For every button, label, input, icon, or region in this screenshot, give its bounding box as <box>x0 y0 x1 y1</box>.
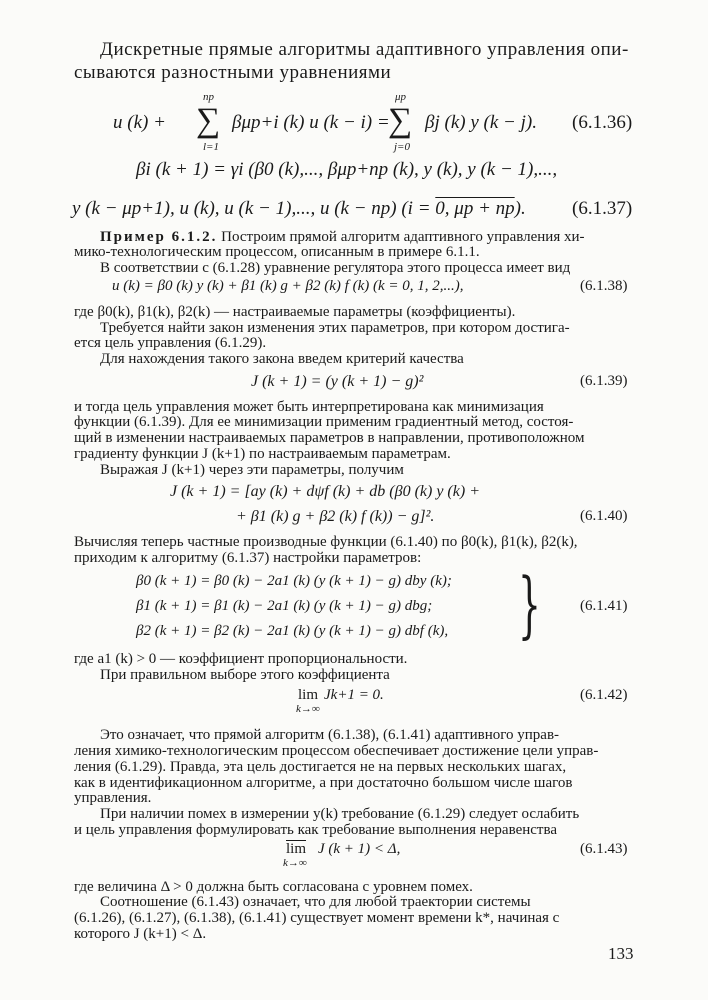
para5-line-2: ления химико-технологическим процессом обеспечивает достижение цели управ- <box>74 743 599 759</box>
page-number: 133 <box>608 944 634 963</box>
eq40-number: (6.1.40) <box>580 508 628 524</box>
eq43-number: (6.1.43) <box>580 841 628 857</box>
para5-line-4: как в идентификационном алгоритме, а при достаточно большом числе шагов <box>74 775 573 791</box>
eq43-text: J (k + 1) < Δ, <box>318 841 401 857</box>
para1-line-3: ется цель управления (6.1.29). <box>74 335 267 351</box>
eq36-sum2-top: μр <box>395 91 407 103</box>
para5-line-7: и цель управления формулировать как требование выполнения неравенства <box>74 822 558 838</box>
intro-line-1: Дискретные прямые алгоритмы адаптивного управления опи- <box>100 39 629 60</box>
para1-line-1: где β0(k), β1(k), β2(k) — настраиваемые параметры (коэффициенты). <box>74 304 516 320</box>
para5-line-3: ления (6.1.29). Правда, эта цель достигается не на первых нескольких шагах, <box>74 759 567 775</box>
para6-line-1: где величина Δ > 0 должна быть согласована с уровнем помех. <box>74 879 473 895</box>
eq43-sub: k→∞ <box>283 857 307 869</box>
para5-line-6: При наличии помех в измерении y(k) требование (6.1.29) следует ослабить <box>100 806 580 822</box>
eq43-lim: $\overline{lim}$ <box>286 841 307 857</box>
para3-line-2: приходим к алгоритму (6.1.37) настройки параметров: <box>74 550 422 566</box>
para6-line-2: Соотношение (6.1.43) означает, что для любой траектории системы <box>100 894 531 910</box>
eq40-line-2: + β1 (k) g + β2 (k) f (k)) − g]². <box>236 508 435 525</box>
eq42-number: (6.1.42) <box>580 687 628 703</box>
example-line-2: мико-технологическим процессом, описанным в примере 6.1.1. <box>74 244 480 260</box>
eq42-text: Jk+1 = 0. <box>324 687 384 703</box>
eq36-sum1-top: nр <box>203 91 214 103</box>
para6-line-3: (6.1.26), (6.1.27), (6.1.38), (6.1.41) существует момент времени k*, начиная с <box>74 910 560 926</box>
eq38-text: u (k) = β0 (k) y (k) + β1 (k) g + β2 (k) f (k) (k = 0, 1, 2,...), <box>112 278 464 294</box>
eq37-line-2: y (k − μр+1), u (k), u (k − 1),..., u (k − nр) (i = 0, μр + nр). <box>72 198 526 219</box>
para6-line-4: которого J (k+1) < Δ. <box>74 926 207 942</box>
eq36-rhs: βj (k) y (k − j). <box>425 112 537 133</box>
para5-line-1: Это означает, что прямой алгоритм (6.1.38), (6.1.41) адаптивного управ- <box>100 727 560 743</box>
eq36-sum1-bottom: l=1 <box>203 141 219 153</box>
para1-line-4: Для нахождения такого закона введем критерий качества <box>100 351 464 367</box>
right-brace: } <box>518 562 541 646</box>
para4-line-1: где a1 (k) > 0 — коэффициент пропорциональности. <box>74 651 408 667</box>
sum-symbol-1: ∑ <box>196 102 221 139</box>
eq41-number: (6.1.41) <box>580 598 628 614</box>
eq42-lim: lim <box>298 687 319 703</box>
para3-line-1: Вычисляя теперь частные производные функции (6.1.40) по β0(k), β1(k), β2(k), <box>74 534 578 550</box>
eq41-line-3: β2 (k + 1) = β2 (k) − 2a1 (k) (y (k + 1) − g) dbf (k), <box>136 623 449 639</box>
eq37-line-1: βi (k + 1) = γi (β0 (k),..., βμр+nр (k), y (k), y (k − 1),..., <box>136 159 558 180</box>
example-line-3: В соответствии с (6.1.28) уравнение регулятора этого процесса имеет вид <box>100 260 571 276</box>
para2-line-1: и тогда цель управления может быть интерпретирована как минимизация <box>74 399 544 415</box>
eq37-number: (6.1.37) <box>572 198 633 219</box>
eq36-mid: βμр+i (k) u (k − i) = <box>232 112 390 133</box>
eq36-lhs: u (k) + <box>113 112 166 133</box>
eq41-line-1: β0 (k + 1) = β0 (k) − 2a1 (k) (y (k + 1) − g) dby (k); <box>136 573 452 589</box>
intro-line-2: сываются разностными уравнениями <box>74 62 392 83</box>
sum-symbol-2: ∑ <box>388 102 413 139</box>
para2-line-4: градиенту функции J (k+1) по настраиваемым параметрам. <box>74 446 451 462</box>
eq41-line-2: β1 (k + 1) = β1 (k) − 2a1 (k) (y (k + 1) − g) dbg; <box>136 598 433 614</box>
para2-line-3: щий в изменении настраиваемых параметров в направлении, противоположном <box>74 430 585 446</box>
para2-line-5: Выражая J (k+1) через эти параметры, получим <box>100 462 404 478</box>
eq36-sum2-bottom: j=0 <box>394 141 410 153</box>
para1-line-2: Требуется найти закон изменения этих параметров, при котором достига- <box>100 320 570 336</box>
eq42-sub: k→∞ <box>296 703 320 715</box>
para5-line-5: управления. <box>74 790 152 806</box>
eq36-number: (6.1.36) <box>572 112 633 133</box>
para2-line-2: функции (6.1.39). Для ее минимизации применим градиентный метод, состоя- <box>74 414 574 430</box>
eq40-line-1: J (k + 1) = [ay (k) + dψf (k) + db (β0 (k) y (k) + <box>170 483 480 500</box>
eq39-number: (6.1.39) <box>580 373 628 389</box>
eq38-number: (6.1.38) <box>580 278 628 294</box>
example-line-1: Пример 6.1.2. Построим прямой алгоритм адаптивного управления хи- <box>100 229 585 245</box>
eq39-text: J (k + 1) = (y (k + 1) − g)² <box>251 373 424 390</box>
para4-line-2: При правильном выборе этого коэффициента <box>100 667 390 683</box>
